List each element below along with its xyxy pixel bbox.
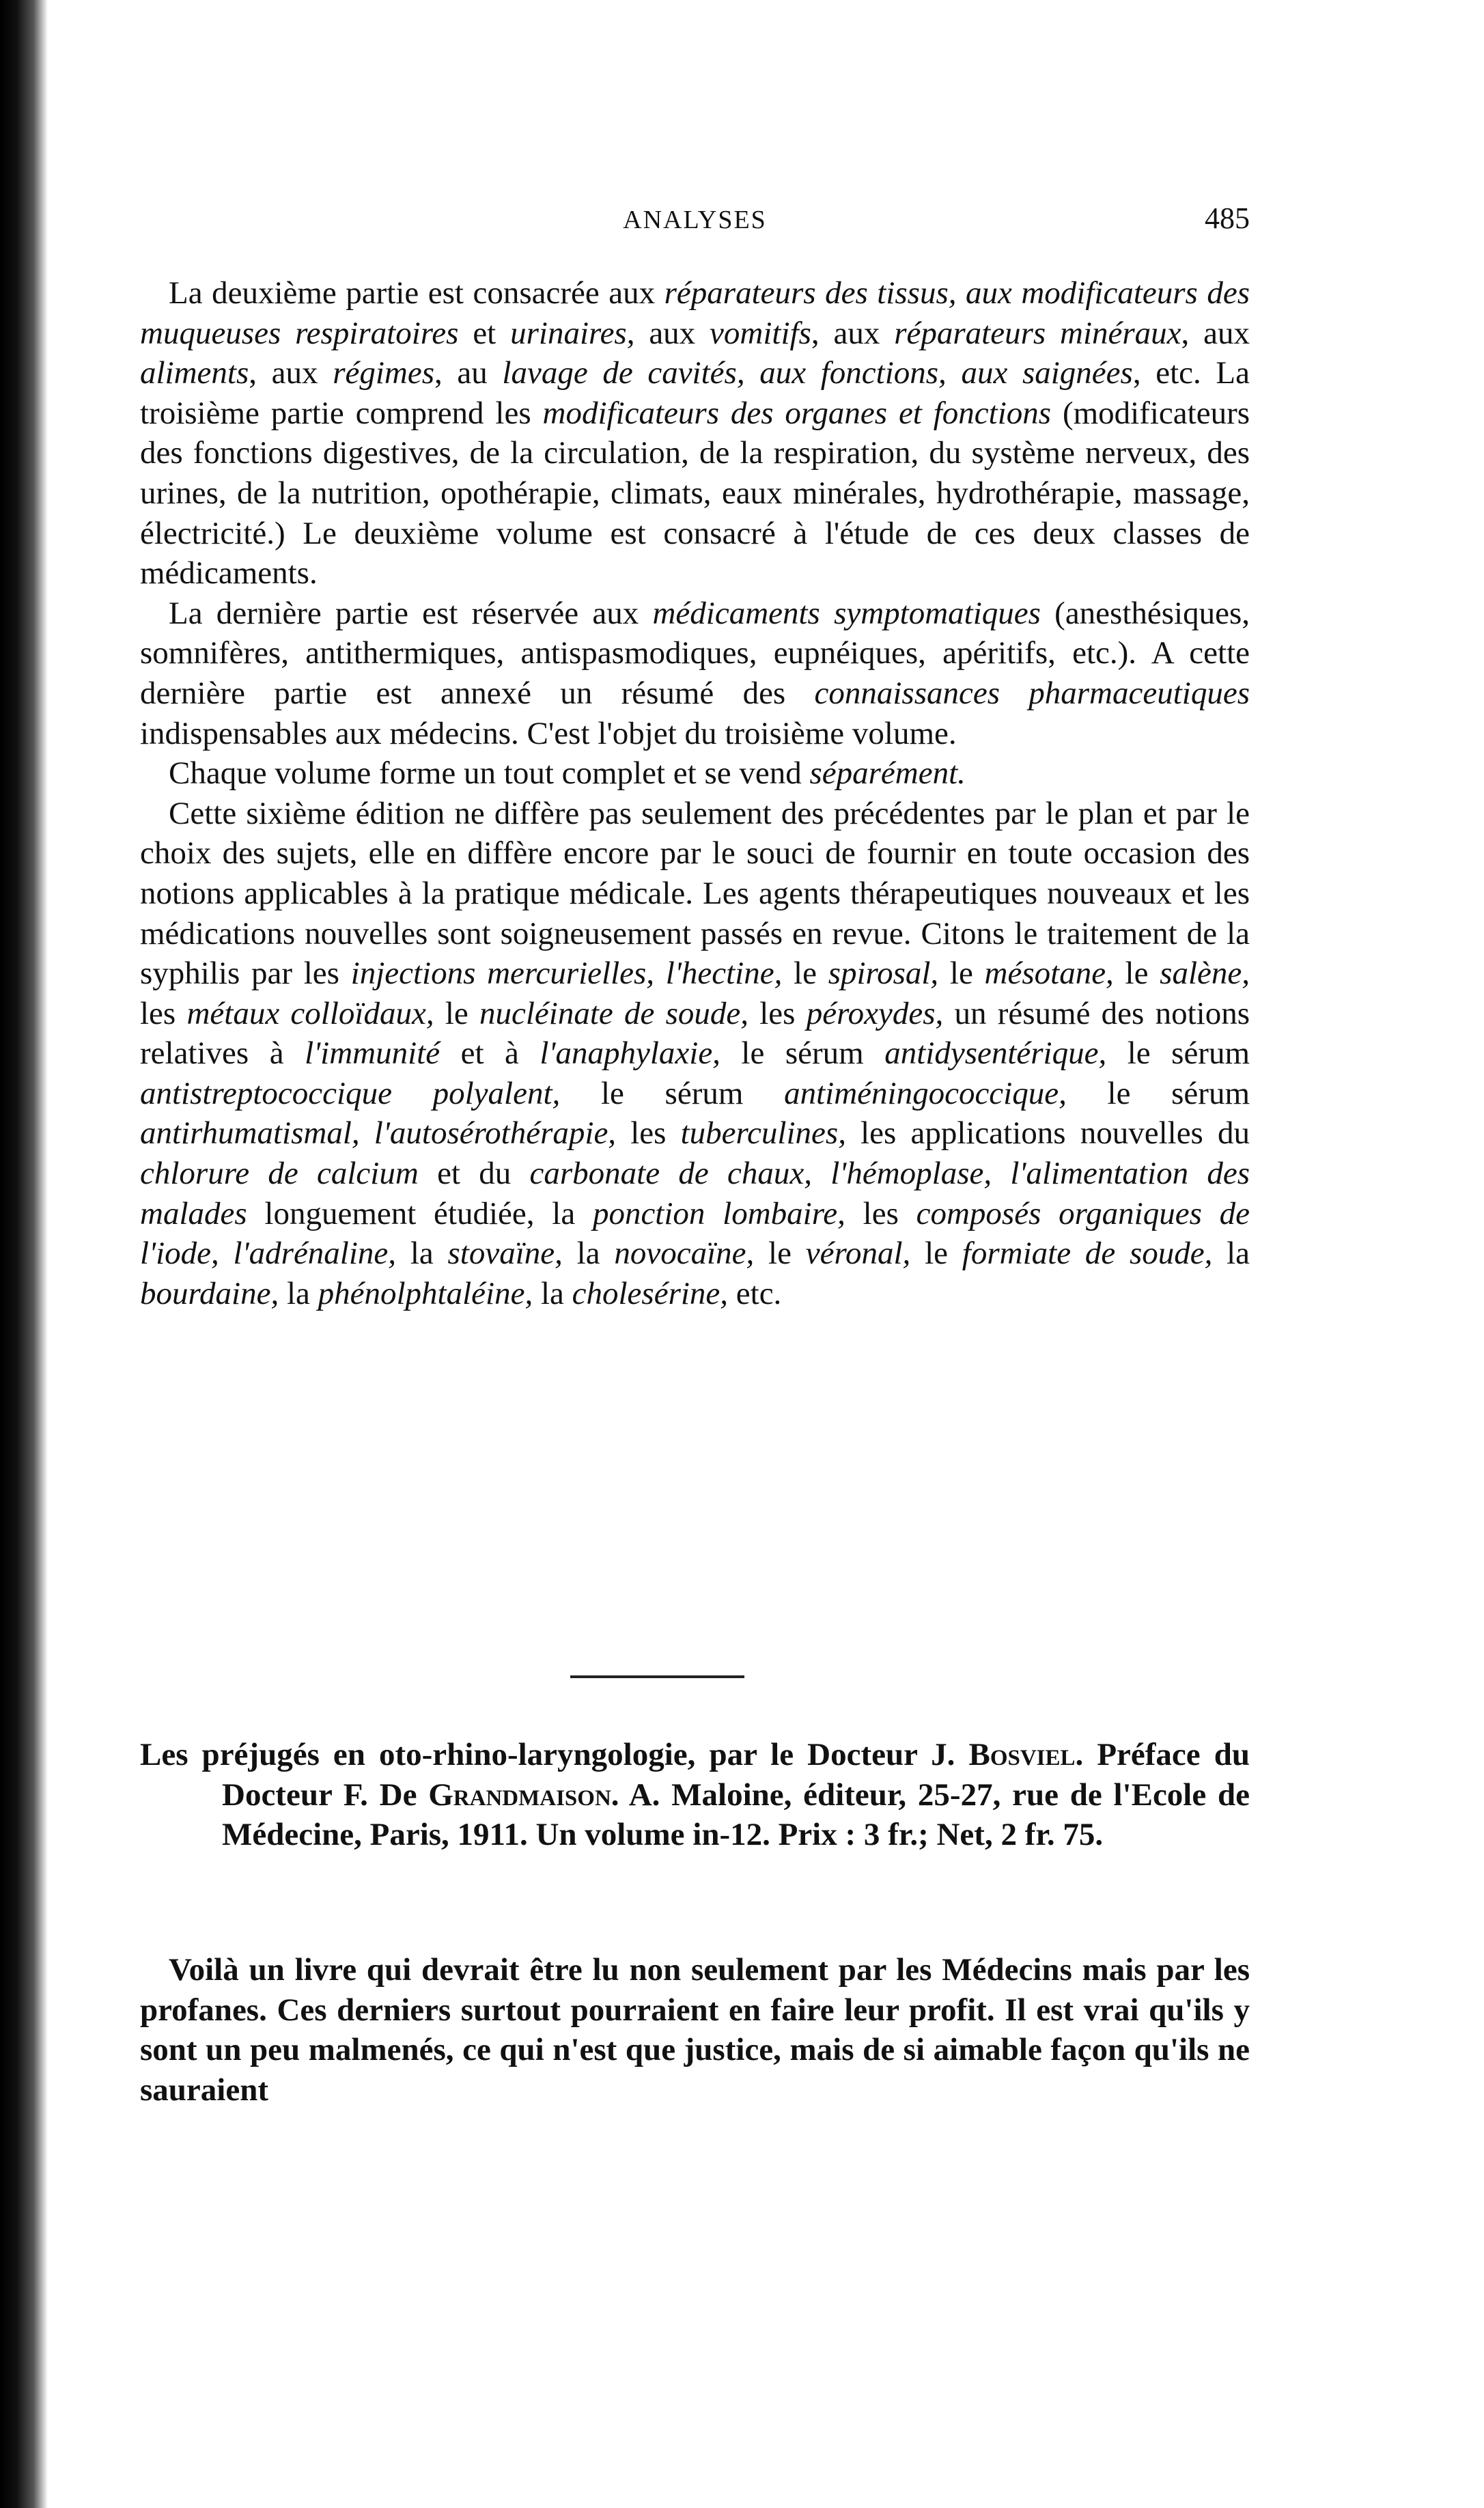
page-header — [140, 201, 1250, 253]
text-run: les — [845, 1195, 916, 1231]
italic-run: antidysentérique, — [884, 1035, 1107, 1072]
italic-run: lavage de cavités, aux fonctions, aux saignées — [502, 355, 1133, 391]
italic-run: séparément. — [809, 755, 966, 792]
review-paragraph: Voilà un livre qui devrait être lu non seulement par les Médecins mais par les profanes. Ces derniers surtout pourraient en faire leur profit. Il est vrai qu'ils y sont un peu malmenés, ce qui n'est que justice, mais de si aimable façon qu'ils ne sauraient — [140, 1952, 1250, 2108]
page-number: 485 — [1205, 201, 1250, 235]
text-run: et à — [440, 1035, 540, 1072]
bibliographic-entry — [140, 1735, 1250, 1855]
italic-run: chlorure de calcium — [140, 1156, 419, 1192]
publication-details: . A. Maloine, éditeur, 25-27, rue de l'Ecole de Médecine, Paris, 1911. Un volume in-12. Prix : 3 fr.; Net, 2 fr. 75. — [222, 1776, 1250, 1852]
book-title: Les préjugés en oto-rhino-laryngologie, — [140, 1737, 696, 1772]
italic-run: spirosal, — [828, 956, 939, 992]
text-run: indispensables aux médecins. C'est l'objet du troisième volume. — [140, 715, 957, 751]
italic-run: réparateurs des tissus, aux modificateurs des muqueuses respiratoires — [140, 275, 1250, 351]
text-run: par le Docteur J. — [695, 1737, 969, 1772]
italic-run: modificateurs des organes et fonctions — [542, 395, 1052, 431]
text-run: les — [140, 995, 187, 1031]
text-run: un résumé des notions relatives à — [140, 995, 1250, 1072]
text-run: , aux — [249, 355, 333, 391]
italic-run: urinaires — [510, 315, 627, 351]
italic-run: l'immunité — [305, 1035, 440, 1072]
italic-run: stovaïne, — [447, 1236, 563, 1272]
binding-gutter-shadow — [0, 0, 48, 2508]
text-run: , au — [434, 355, 503, 391]
text-run: le — [938, 956, 985, 992]
text-run: le sérum — [1106, 1035, 1250, 1072]
paragraph-symptomatic — [140, 594, 1250, 753]
preface-author-name: Grandmaison — [428, 1776, 611, 1813]
text-run: et du — [418, 1156, 530, 1192]
text-run: longuement étudiée, la — [247, 1195, 593, 1231]
text-run: le — [434, 995, 479, 1031]
italic-run: nucléinate de soude, — [479, 995, 748, 1031]
italic-run: vomitifs — [710, 315, 811, 351]
italic-run: connaissances pharmaceutiques — [814, 675, 1250, 711]
text-run: , etc. La troisième partie comprend les — [140, 355, 1250, 431]
text-run: (modificateurs des fonctions digestives, de la circulation, de la respiration, du système nerveux, des urines, de la nutrition, opothérapie, climats, eaux minérales, hydrothérapie, massage, électricité.) Le deuxième volume est consacré à l'étude de ces deux classes de médicaments. — [140, 395, 1250, 591]
italic-run: réparateurs minéraux — [894, 315, 1181, 351]
paragraph-parts — [140, 273, 1250, 594]
text-run: le sérum — [560, 1075, 785, 1111]
text-run: , aux — [1181, 315, 1250, 351]
paragraph-edition — [140, 794, 1250, 1314]
text-run: (anesthésiques, somnifères, antithermiques, antispasmodiques, eupnéiques, apéritifs, etc.). A cette dernière partie est annexé un résumé des — [140, 595, 1250, 711]
italic-run: régimes — [333, 355, 434, 391]
text-run: etc. — [728, 1275, 782, 1311]
italic-run: carbonate de chaux, l'hémoplase, l'alimentation des malades — [140, 1156, 1250, 1231]
italic-run: bourdaine, — [140, 1275, 279, 1311]
italic-run: métaux colloïdaux, — [186, 995, 434, 1031]
italic-run: injections mercurielles, l'hectine, — [350, 956, 783, 992]
italic-run: antirhumatismal, l'autosérothérapie, — [140, 1115, 617, 1152]
text-run: les — [616, 1115, 681, 1152]
text-run: La deuxième partie est consacrée aux — [169, 275, 664, 311]
italic-run: novocaïne, — [614, 1236, 755, 1272]
running-title: ANALYSES — [623, 206, 767, 234]
italic-run: véronal, — [805, 1236, 911, 1272]
italic-run: aliments — [140, 355, 249, 391]
text-run: . Préface du Docteur F. De — [222, 1737, 1250, 1813]
text-run: la — [562, 1236, 615, 1272]
italic-run: médicaments symptomatiques — [652, 595, 1041, 631]
text-run: le — [910, 1236, 962, 1272]
paragraph-volumes — [140, 753, 1250, 794]
text-run: Chaque volume forme un tout complet et se vend — [169, 755, 810, 792]
italic-run: mésotane, — [984, 956, 1114, 992]
text-run: le — [782, 956, 828, 992]
text-run: le sérum — [1066, 1075, 1250, 1111]
text-run: et — [458, 315, 511, 351]
author-name: Bosviel — [968, 1737, 1076, 1772]
italic-run: cholesérine, — [572, 1275, 729, 1311]
text-run: le — [754, 1236, 806, 1272]
italic-run: formiate de soude, — [962, 1236, 1213, 1272]
italic-run: ponction lombaire, — [592, 1195, 845, 1231]
italic-run: antiméningococcique, — [784, 1075, 1067, 1111]
italic-run: salène, — [1160, 956, 1250, 992]
text-run: les — [748, 995, 807, 1031]
text-run: le sérum — [720, 1035, 885, 1072]
text-run: le — [1113, 956, 1160, 992]
text-run: les applications nouvelles du — [845, 1115, 1250, 1152]
italic-run: péroxydes, — [806, 995, 944, 1031]
italic-run: l'anaphylaxie, — [540, 1035, 720, 1072]
italic-run: tuberculines, — [680, 1115, 846, 1152]
analysis-text — [140, 273, 1250, 1313]
book-page — [140, 0, 1250, 2508]
text-run: , aux — [811, 315, 895, 351]
section-divider — [570, 1675, 744, 1678]
italic-run: phénolphtaléine, — [318, 1275, 533, 1311]
text-run: la — [279, 1275, 318, 1311]
text-run: la — [1212, 1236, 1250, 1272]
text-run: La dernière partie est réservée aux — [169, 595, 653, 631]
text-run: , aux — [626, 315, 710, 351]
italic-run: composés organiques de l'iode, l'adrénaline, — [140, 1195, 1250, 1272]
text-run: la — [533, 1275, 572, 1311]
text-run: la — [396, 1236, 448, 1272]
italic-run: antistreptococcique polyalent, — [140, 1075, 561, 1111]
review-text — [140, 1950, 1250, 2110]
text-run: Cette sixième édition ne diffère pas seulement des précédentes par le plan et par le choix des sujets, elle en diffère encore par le souci de fournir en toute occasion des notions applicables à la pratique médicale. Les agents thérapeutiques nouveaux et les médications nouvelles sont soigneusement passés en revue. Citons le traitement de la syphilis par les — [140, 795, 1250, 992]
